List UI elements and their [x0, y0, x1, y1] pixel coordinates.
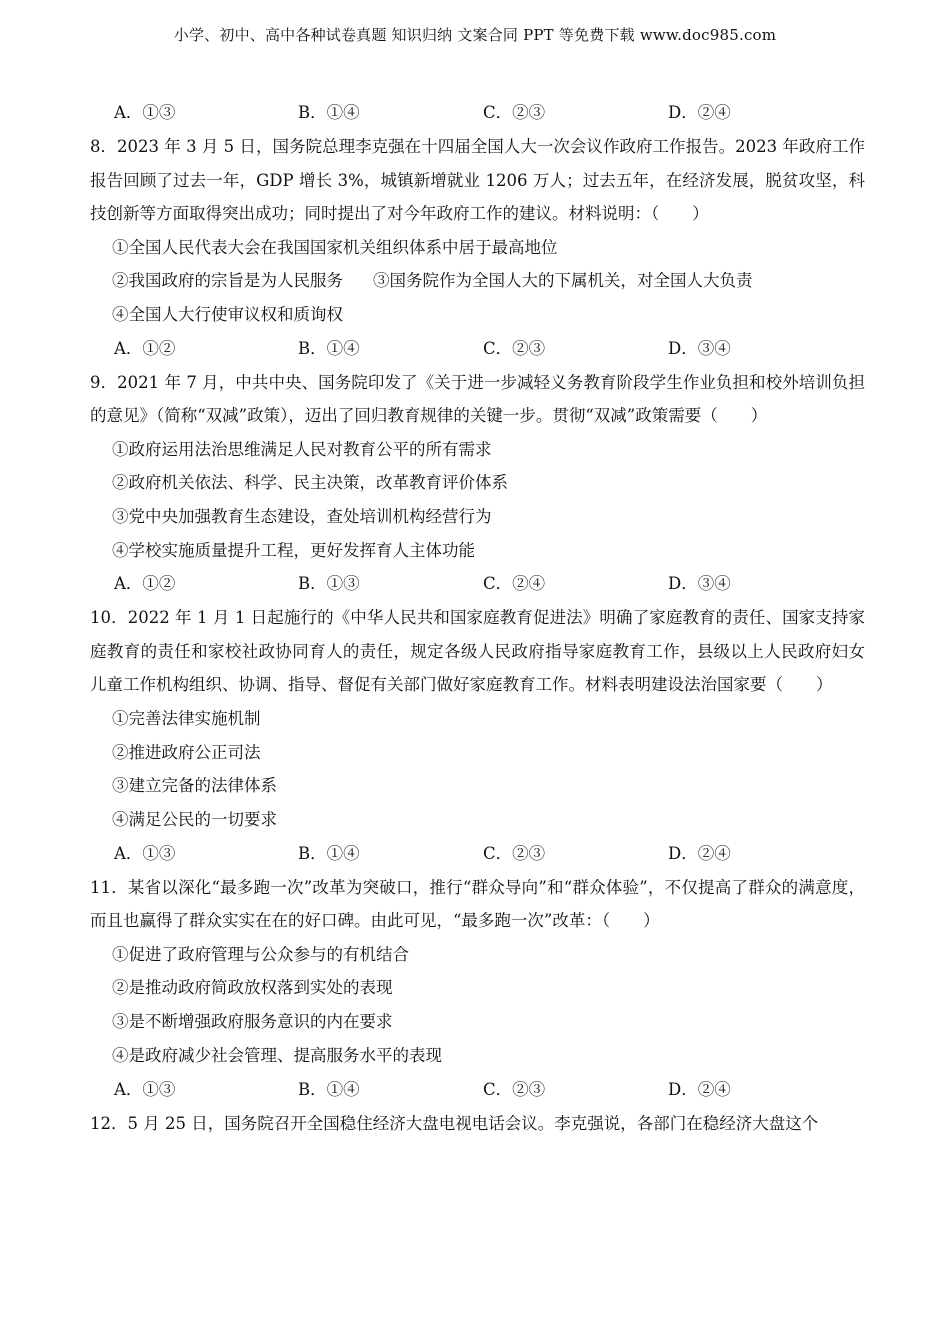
q10-statement-2: ②推进政府公正司法	[112, 742, 261, 762]
q9-statement-4: ④学校实施质量提升工程，更好发挥育人主体功能	[112, 540, 475, 560]
q9-statement-3: ③党中央加强教育生态建设，查处培训机构经营行为	[112, 507, 492, 527]
q7-option-b[interactable]: B．①④	[298, 103, 360, 122]
q10-options	[90, 837, 865, 871]
q8-stem: 8．2023 年 3 月 5 日，国务院总理李克强在十四届全国人大一次会议作政府工作报告。2023 年政府工作报告回顾了过去一年，GDP 增长 3%，城镇新增就业 1206 万人；过去五年，在经济发展，脱贫攻坚，科技创新等方面取得突出成功；同时提出了对今年政府工作的建议。材料说明：（ ）	[90, 137, 865, 223]
q8-option-c[interactable]: C．②③	[483, 338, 546, 358]
q10-option-b[interactable]: B．①④	[298, 843, 360, 863]
q9-option-a[interactable]: A．①②	[114, 574, 176, 594]
q8-statement-4: ④全国人大行使审议权和质询权	[112, 304, 343, 324]
q10-option-d[interactable]: D．②④	[668, 843, 731, 863]
q10-statement-4: ④满足公民的一切要求	[112, 810, 277, 830]
q11-statement-2: ②是推动政府简政放权落到实处的表现	[112, 978, 393, 998]
q10-option-c[interactable]: C．②③	[483, 843, 546, 863]
q8-options	[90, 332, 865, 366]
q11-statement-4: ④是政府减少社会管理、提高服务水平的表现	[112, 1045, 442, 1065]
q11-option-d[interactable]: D．②④	[668, 1079, 731, 1099]
q8-statement-2: ②我国政府的宗旨是为人民服务	[112, 271, 343, 291]
q10-option-a[interactable]: A．①③	[114, 843, 176, 863]
q10-stem: 10．2022 年 1 月 1 日起施行的《中华人民共和国家庭教育促进法》明确了家庭教育的责任、国家支持家庭教育的责任和家校社政协同育人的责任，规定各级人民政府指导家庭教育工作，县级以上人民政府妇女儿童工作机构组织、协调、指导、督促有关部门做好家庭教育工作。材料表明建设法治国家要（ ）	[90, 608, 865, 695]
q9-option-b[interactable]: B．①③	[298, 574, 360, 594]
q7-option-d[interactable]: D．②④	[668, 103, 731, 122]
q7-options	[90, 96, 865, 130]
q9-stem: 9．2021 年 7 月，中共中央、国务院印发了《关于进一步减轻义务教育阶段学生作业负担和校外培训负担的意见》（简称“双减”政策），迈出了回归教育规律的关键一步。贯彻“双减”政策需要（ ）	[90, 372, 865, 426]
q8-statement-3: ③国务院作为全国人大的下属机关，对全国人大负责	[373, 271, 753, 291]
q11-statement-1: ①促进了政府管理与公众参与的有机结合	[112, 944, 409, 964]
q9-option-c[interactable]: C．②④	[483, 574, 546, 594]
q7-option-c[interactable]: C．②③	[483, 103, 546, 122]
q9-option-d[interactable]: D．③④	[668, 574, 731, 594]
q11-option-a[interactable]: A．①③	[114, 1079, 176, 1099]
site-header: 小学、初中、高中各种试卷真题 知识归纳 文案合同 PPT 等免费下载 www.doc985.com	[173, 26, 777, 44]
exam-page	[90, 96, 865, 1140]
q10-statement-1: ①完善法律实施机制	[112, 708, 261, 728]
q11-options	[90, 1073, 865, 1107]
q8-option-d[interactable]: D．③④	[668, 338, 731, 358]
q8-option-b[interactable]: B．①④	[298, 338, 360, 358]
q11-statement-3: ③是不断增强政府服务意识的内在要求	[112, 1012, 393, 1032]
q11-stem: 11．某省以深化“最多跑一次”改革为突破口，推行“群众导向”和“群众体验”，不仅提高了群众的满意度，而且也赢得了群众实实在在的好口碑。由此可见，“最多跑一次”改革：（ ）	[90, 877, 865, 931]
q12-stem: 12．5 月 25 日，国务院召开全国稳住经济大盘电视电话会议。李克强说，各部门在稳经济大盘这个	[90, 1113, 819, 1133]
q11-option-b[interactable]: B．①④	[298, 1079, 360, 1099]
q8-statement-2-3	[90, 264, 865, 298]
q10-statement-3: ③建立完备的法律体系	[112, 776, 277, 796]
q8-option-a[interactable]: A．①②	[114, 338, 176, 358]
q7-option-a[interactable]: A．①③	[114, 103, 176, 122]
q8-statement-1: ①全国人民代表大会在我国国家机关组织体系中居于最高地位	[112, 237, 558, 257]
q11-option-c[interactable]: C．②③	[483, 1079, 546, 1099]
q9-statement-2: ②政府机关依法、科学、民主决策，改革教育评价体系	[112, 473, 508, 493]
q9-options	[90, 567, 865, 601]
q9-statement-1: ①政府运用法治思维满足人民对教育公平的所有需求	[112, 439, 492, 459]
